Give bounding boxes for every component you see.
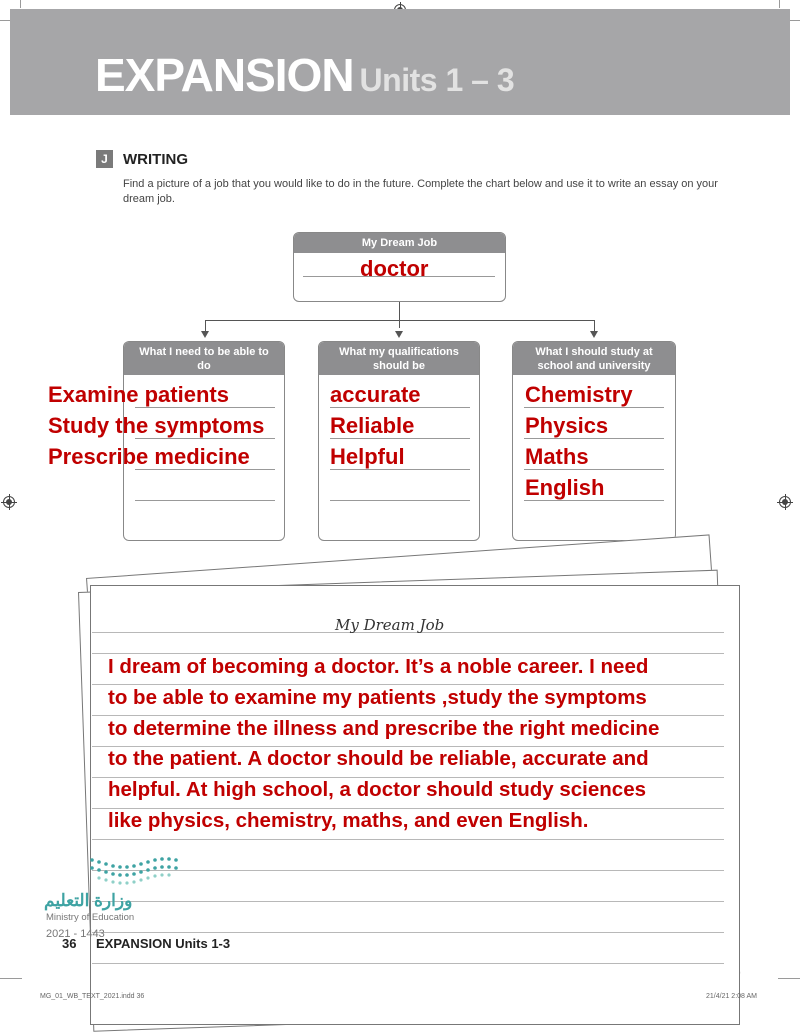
crop-mark [20, 0, 21, 8]
ministry-year: 2021 - 1443 [46, 928, 105, 940]
qualifications-answer: accurate [330, 382, 421, 407]
print-slug-filename: MG_01_WB_TEXT_2021.indd 36 [40, 993, 145, 1000]
section-letter-badge: J [96, 150, 113, 168]
ministry-logo-icon [88, 856, 180, 888]
registration-mark-icon [779, 496, 791, 508]
dream-job-answer: doctor [360, 256, 429, 281]
title-main: EXPANSION [95, 49, 354, 101]
column-heading: What I need to be able to do [124, 342, 284, 375]
qualifications-answer: Helpful [330, 444, 405, 469]
connector-line [399, 302, 400, 328]
skills-answer: Examine patients [48, 382, 229, 407]
essay-rule [92, 839, 724, 840]
essay-rule [92, 963, 724, 964]
study-answer: Physics [525, 413, 609, 438]
print-slug-date: 21/4/21 2:08 AM [706, 993, 757, 1000]
essay-line: helpful. At high school, a doctor should study sciences [108, 778, 646, 802]
arrow-down-icon [201, 331, 209, 338]
column-heading: What I should study at school and university [513, 342, 675, 375]
column-box-skills [123, 341, 285, 541]
page-footer-label: EXPANSION Units 1-3 [96, 936, 231, 951]
essay-heading: My Dream Job [335, 616, 445, 634]
study-answer: Chemistry [525, 382, 633, 407]
essay-rule [92, 901, 724, 902]
page-number: 36 [62, 936, 77, 951]
skills-answer: Study the symptoms [48, 413, 265, 438]
essay-text [108, 652, 728, 837]
study-answer: English [525, 475, 605, 500]
essay-line: to the patient. A doctor should be reliable, accurate and [108, 747, 649, 771]
column-box-study [512, 341, 676, 541]
registration-mark-icon [3, 496, 15, 508]
title-sub: Units 1 – 3 [359, 62, 515, 98]
page-title [95, 48, 514, 107]
ministry-name-arabic: وزارة التعليم [44, 891, 133, 910]
crop-mark [0, 978, 22, 979]
column-box-qualifications [318, 341, 480, 541]
essay-line: like physics, chemistry, maths, and even English. [108, 808, 589, 832]
qualifications-answer: Reliable [330, 413, 415, 438]
essay-rule [92, 932, 724, 933]
skills-answer: Prescribe medicine [48, 444, 250, 469]
arrow-down-icon [590, 331, 598, 338]
essay-line: I dream of becoming a doctor. It’s a noble career. I need [108, 655, 649, 678]
answer-line [330, 500, 470, 501]
crop-mark [779, 0, 780, 8]
section-instructions: Find a picture of a job that you would like to do in the future. Complete the chart below and use it to write an essay on your dream job. [123, 178, 718, 205]
crop-mark [778, 978, 800, 979]
arrow-down-icon [395, 331, 403, 338]
answer-line [135, 500, 275, 501]
essay-rule [92, 870, 724, 871]
essay-line: to be able to examine my patients ,study the symptoms [108, 685, 647, 709]
essay-line: to determine the illness and prescribe the right medicine [108, 716, 660, 740]
ministry-name-english: Ministry of Education [46, 912, 135, 923]
study-answer: Maths [525, 444, 589, 469]
connector-line [205, 320, 595, 321]
section-title: WRITING [123, 151, 188, 168]
column-heading: What my qualifications should be [319, 342, 479, 375]
dream-job-box-heading: My Dream Job [294, 233, 505, 253]
